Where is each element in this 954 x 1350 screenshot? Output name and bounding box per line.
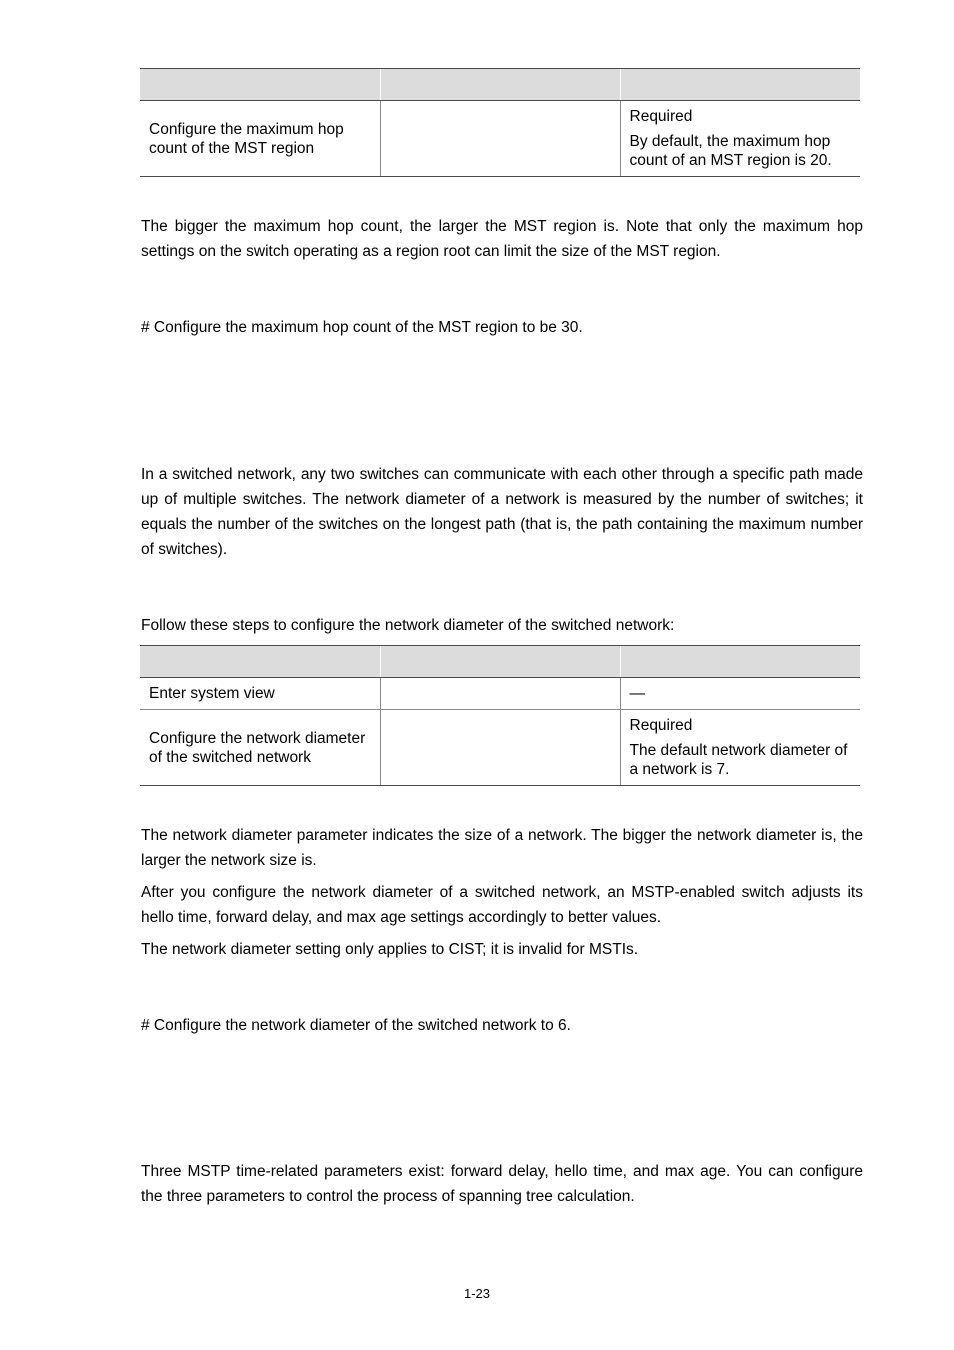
header-cell — [380, 646, 620, 678]
remarks-default: The default network diameter of a network is 7. — [629, 742, 848, 778]
header-cell — [380, 69, 620, 101]
table-row — [140, 678, 860, 710]
max-hop-config-table — [140, 68, 860, 177]
network-diameter-config-table — [140, 645, 860, 786]
diameter-note-2: After you configure the network diameter of a switched network, an MSTP-enabled switch adjusts its hello time, forward delay, and max age settings accordingly to better values. — [141, 884, 863, 926]
remarks-cell: — — [620, 678, 860, 710]
remarks-required: Required — [629, 717, 693, 734]
header-cell — [140, 69, 380, 101]
diameter-note-1: The network diameter parameter indicates the size of a network. The bigger the network diameter is, the larger the network size is. — [141, 827, 863, 869]
diameter-example: # Configure the network diameter of the switched network to 6. — [141, 1017, 571, 1034]
command-cell — [380, 678, 620, 710]
header-cell — [140, 646, 380, 678]
page-number: 1-23 — [463, 1286, 491, 1301]
timers-intro: Three MSTP time-related parameters exist: forward delay, hello time, and max age. You can configure the three parameters to control the process of spanning tree calculation. — [141, 1163, 863, 1205]
table-row — [140, 710, 860, 786]
remarks-required: Required — [629, 108, 693, 125]
header-cell — [620, 646, 860, 678]
remarks-cell — [620, 101, 860, 177]
table-header-row — [140, 69, 860, 101]
max-hop-note: The bigger the maximum hop count, the larger the MST region is. Note that only the maximum hop settings on the switch operating as a region root can limit the size of the MST region. — [141, 218, 863, 260]
remarks-cell — [620, 710, 860, 786]
operation-cell: Enter system view — [149, 685, 275, 702]
operation-cell: Configure the maximum hop count of the MST region — [140, 101, 380, 177]
max-hop-example: # Configure the maximum hop count of the MST region to be 30. — [141, 319, 583, 336]
remarks-default: By default, the maximum hop count of an MST region is 20. — [629, 133, 832, 169]
command-cell — [380, 101, 620, 177]
table-row — [140, 101, 860, 177]
table-header-row — [140, 646, 860, 678]
command-cell — [380, 710, 620, 786]
header-cell — [620, 69, 860, 101]
steps-intro: Follow these steps to configure the network diameter of the switched network: — [141, 617, 675, 634]
operation-cell: Configure the network diameter of the switched network — [140, 710, 380, 786]
diameter-note-3: The network diameter setting only applies to CIST; it is invalid for MSTIs. — [141, 941, 639, 958]
network-diameter-intro: In a switched network, any two switches can communicate with each other through a specific path made up of multiple switches. The network diameter of a network is measured by the number of switches; it equals the number of the switches on the longest path (that is, the path containing the maximum number of switches). — [141, 466, 863, 558]
